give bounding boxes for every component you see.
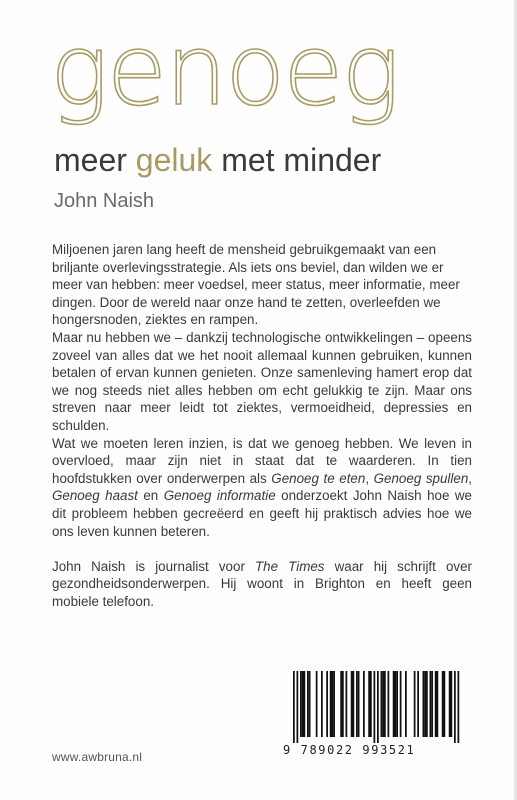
barcode-bar [393, 671, 395, 737]
barcode-bar [358, 671, 360, 737]
barcode-bar [340, 671, 342, 737]
barcode-bar [451, 671, 453, 737]
barcode-bar [353, 671, 355, 737]
blurb-p3-sep-2: , [468, 470, 472, 486]
barcode-bar [332, 671, 334, 737]
barcode-bar [330, 671, 332, 737]
barcode-bar [302, 671, 304, 737]
barcode-bar [442, 671, 444, 737]
barcode-bar [417, 671, 419, 737]
blurb-p3-sep-1: , [365, 470, 374, 486]
bio-italic: The Times [255, 558, 325, 574]
barcode-bar [444, 671, 446, 737]
barcode-bar [297, 671, 299, 743]
barcode-bar [381, 671, 383, 737]
subtitle-accent: geluk [135, 142, 213, 178]
barcode-bar [346, 671, 348, 737]
blurb-p3-text-a: Wat we moeten leren inzien, is dat we genoeg hebben. We leven in overvloed, maar zijn niet in staat dat te waarderen. In tien hoofdstukken over onderwerpen als [52, 435, 472, 486]
barcode-bar [382, 671, 384, 737]
barcode-bars [283, 671, 469, 743]
barcode-bar [342, 671, 344, 737]
barcode-bar [300, 671, 302, 737]
blurb-p3-text-b: onderzoekt John Naish hoe we dit probleem hebben gecreëerd en geeft hij praktisch advies hoe we ons leven kunnen beteren. [52, 488, 472, 539]
isbn-barcode [283, 671, 469, 757]
publisher-url: www.awbruna.nl [52, 750, 143, 764]
barcode-bar [437, 671, 439, 737]
barcode-bar [363, 671, 365, 737]
barcode-bar [449, 671, 451, 737]
barcode-bar [316, 671, 318, 737]
barcode-bar [431, 671, 433, 737]
blurb-p3-sep-3: en [137, 488, 164, 504]
barcode-bar [321, 671, 323, 737]
barcode-bar [405, 671, 407, 737]
author-name: John Naish [54, 190, 155, 212]
barcode-bar [454, 671, 456, 743]
blurb-paragraph-1: Miljoenen jaren lang heeft de mensheid gebruikgemaakt van een briljante overlevingsstrategie. Als iets ons beviel, dan wilden we er meer van hebben: meer voedsel, meer status, meer informatie, meer dingen. Door de wereld naar onze hand te zetten, overleefden we hongersnoden, ziektes en rampen. [52, 242, 460, 328]
barcode-bar [307, 671, 309, 737]
barcode-bar [396, 671, 398, 737]
barcode-bar [377, 671, 379, 743]
barcode-bar [304, 671, 306, 737]
bio-text-a: John Naish is journalist voor [52, 558, 255, 574]
barcode-bar [356, 671, 358, 737]
barcode-bar [400, 671, 402, 737]
subtitle-part-1: meer [54, 142, 136, 178]
blurb-paragraph-2: Maar nu hebben we – dankzij technologische ontwikkelingen – opeens zoveel van alles dat we het nooit allemaal kunnen gebruiken, kunnen betalen of ervan kunnen genieten. Onze samenleving hamert erop dat we nog steeds niet alles hebben om echt gelukkig te zijn. Maar ons streven naar meer leidt tot ziektes, vermoeidheid, depressies en schulden. [52, 329, 472, 433]
bio-text-b: waar hij schrijft over gezondheidsonderwerpen. Hij woont in Brighton en heeft geen mobiele telefoon. [52, 558, 472, 609]
barcode-bar [388, 671, 390, 737]
blurb-p3-italic-4: Genoeg informatie [163, 488, 276, 504]
barcode-bar [430, 671, 432, 737]
blurb-p3-italic-2: Genoeg spullen [373, 470, 469, 486]
barcode-bar [309, 671, 311, 737]
book-title: genoeg [50, 14, 399, 128]
barcode-bar [384, 671, 386, 737]
barcode-bar [368, 671, 370, 737]
barcode-bar [435, 671, 437, 737]
book-subtitle [54, 142, 381, 179]
barcode-bar [458, 671, 460, 743]
barcode-bar [293, 671, 295, 743]
barcode-bar [395, 671, 397, 737]
barcode-bar [426, 671, 428, 737]
barcode-bar [414, 671, 416, 737]
barcode-bar [333, 671, 335, 737]
blurb-p3-italic-1: Genoeg te eten [271, 470, 366, 486]
blurb [52, 241, 472, 610]
barcode-bar [374, 671, 376, 743]
barcode-digits: 9 789022 993521 [283, 743, 416, 757]
barcode-bar [424, 671, 426, 737]
subtitle-part-2: met minder [212, 142, 382, 178]
barcode-bar [351, 671, 353, 737]
barcode-bar [370, 671, 372, 737]
blurb-paragraph-3 [52, 435, 472, 541]
barcode-bar [423, 671, 425, 737]
author-bio [52, 558, 472, 611]
blurb-p3-italic-3: Genoeg haast [52, 488, 138, 504]
barcode-bar [326, 671, 328, 737]
